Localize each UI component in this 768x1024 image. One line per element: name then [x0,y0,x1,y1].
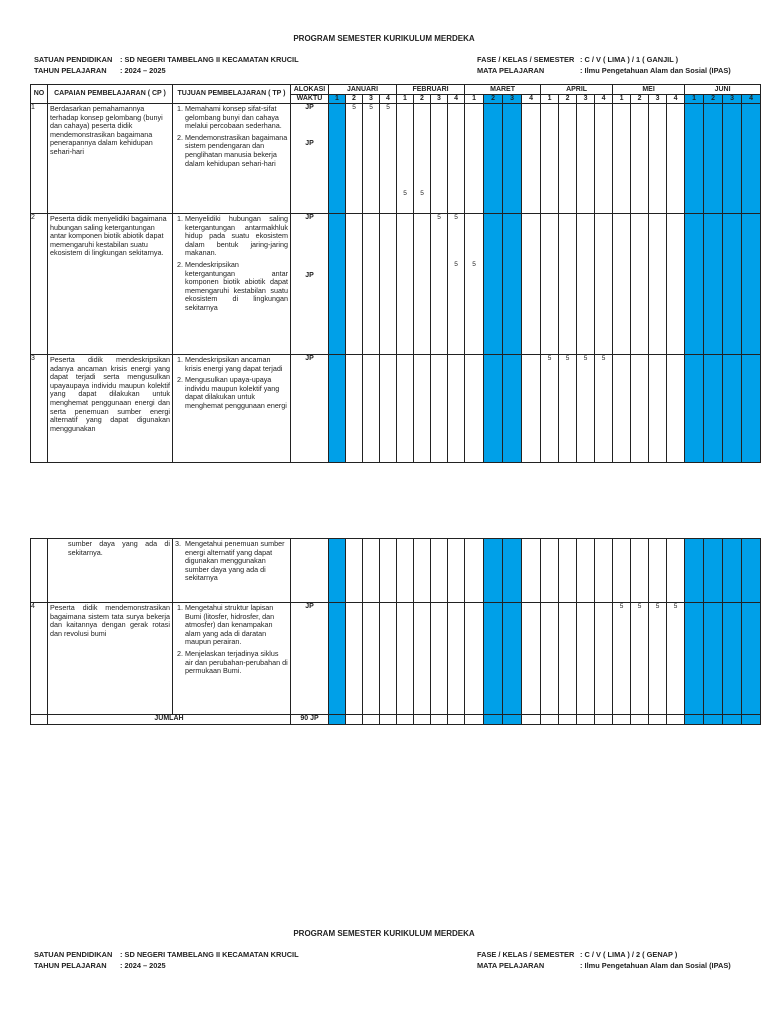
cp-cell [48,539,173,603]
mapel-value: : Ilmu Pengetahuan Alam dan Sosial (IPAS) [580,66,731,75]
week-cell [329,539,346,603]
alokasi-cell [291,355,329,463]
week-cell [522,355,541,463]
schedule-table-part-2 [30,538,761,725]
week-cell [329,214,346,355]
jp-value: 5 [472,261,476,268]
month-juni: JUNI [685,85,761,95]
week-cell [631,539,649,603]
tp-list [173,214,290,313]
week-cell [742,214,761,355]
fase-label: FASE / KELAS / SEMESTER [477,950,575,959]
week-cell [380,603,397,715]
week-cell [329,603,346,715]
tp-item: 1. Memahami konsep sifat-sifat gelombang bunyi dan cahaya melalui percobaan sederhana. [185,105,288,131]
week-cell [649,715,667,725]
week-cell [595,355,613,463]
cp-text: Peserta didik mendemonstrasikan bagaimana sistem tata surya bekerja dan kaitannya dengan gerak rotasi dan revolusi bumi [50,603,170,638]
week-cell [346,603,363,715]
week-cell [649,214,667,355]
week-cell [704,539,723,603]
week-num: 3 [431,95,448,104]
mapel-row-2 [477,961,731,970]
week-cell [541,355,559,463]
week-cell [649,603,667,715]
week-cell [685,355,704,463]
week-num: 3 [723,95,742,104]
satuan-row-2 [34,950,299,959]
week-num: 2 [704,95,723,104]
week-num: 4 [742,95,761,104]
satuan-value: : SD NEGERI TAMBELANG II KECAMATAN KRUCIL [120,950,299,959]
week-cell [559,104,577,214]
week-cell [503,214,522,355]
week-cell [414,214,431,355]
jp-value: 5 [369,104,373,111]
week-cell [397,214,414,355]
jp-value: 5 [547,355,552,362]
week-num: 3 [363,95,380,104]
total-value: 90 JP [291,715,329,725]
week-cell [742,603,761,715]
week-cell [723,214,742,355]
cp-text: Berdasarkan pemahamannya terhadap konsep gelombang (bunyi dan cahaya) peserta didik mendemonstrasikan bagaimana penerapannya dalam kehidupan sehari-hari [50,104,163,156]
jp-label: JP [305,214,314,221]
week-cell [685,214,704,355]
week-num: 2 [631,95,649,104]
week-cell [613,214,631,355]
week-cell [559,355,577,463]
week-cell [595,603,613,715]
week-cell [484,355,503,463]
week-cell [431,355,448,463]
week-cell [667,355,685,463]
tahun-label: TAHUN PELAJARAN [34,961,107,970]
alokasi-cell [291,104,329,214]
header-tp: TUJUAN PEMBELAJARAN ( TP ) [173,85,291,104]
jp-value: 5 [454,214,458,221]
week-cell [577,715,595,725]
week-num: 1 [685,95,704,104]
week-cell [414,715,431,725]
jp-value: 5 [583,355,588,362]
tp-item: 1. Mengetahui struktur lapisan Bumi (litosfer, hidrosfer, dan atmosfer) dan kenampakan alam yang ada di daratan maupun perairan. [185,604,288,647]
tp-cell [173,355,291,463]
week-cell [613,603,631,715]
week-cell [448,603,465,715]
week-cell [503,539,522,603]
jp-label: JP [305,355,314,362]
week-cell [631,355,649,463]
week-cell [541,715,559,725]
fase-row-2 [477,950,678,959]
week-num: 3 [503,95,522,104]
week-num: 2 [414,95,431,104]
jp-label: JP [305,140,314,147]
week-cell [397,539,414,603]
month-februari: FEBRUARI [397,85,465,95]
header-waktu: WAKTU [291,95,329,104]
tp-list [173,104,290,168]
week-cell [595,214,613,355]
month-maret: MARET [465,85,541,95]
satuan-label: SATUAN PENDIDIKAN [34,950,113,959]
satuan-value: : SD NEGERI TAMBELANG II KECAMATAN KRUCIL [120,55,299,64]
satuan-label: SATUAN PENDIDIKAN [34,55,113,64]
week-cell [448,355,465,463]
week-cell [503,355,522,463]
mapel-label: MATA PELAJARAN [477,66,545,75]
jp-value: 5 [637,603,642,610]
week-cell [577,214,595,355]
week-cell [380,539,397,603]
jp-value: 5 [352,104,356,111]
tp-item: Mengetahui penemuan sumber energi alternatif yang dapat digunakan menggunakan sumber daya yang ada di sekitarnya [185,539,285,583]
week-cell [667,214,685,355]
week-cell [363,355,380,463]
week-cell [414,355,431,463]
week-num: 1 [465,95,484,104]
tp-item: 2. Mengusulkan upaya-upaya individu maupun kolektif yang dapat dilakukan untuk menghemat penggunaan energi [185,376,288,410]
cp-cell [48,355,173,463]
week-cell [577,603,595,715]
week-num: 1 [329,95,346,104]
week-cell [448,715,465,725]
week-cell [613,104,631,214]
tp-cell [173,603,291,715]
tahun-label: TAHUN PELAJARAN [34,66,107,75]
week-num: 4 [380,95,397,104]
tahun-value: : 2024 – 2025 [120,66,166,75]
table-row [31,214,761,355]
week-cell [595,104,613,214]
week-cell [559,539,577,603]
week-cell [363,603,380,715]
tahun-value: : 2024 – 2025 [120,961,166,970]
tp-item: 1. Mendeskripsikan ancaman krisis energi yang dapat terjadi [185,356,288,373]
week-cell [431,539,448,603]
mapel-value: : Ilmu Pengetahuan Alam dan Sosial (IPAS) [580,961,731,970]
week-cell [541,603,559,715]
week-cell [346,214,363,355]
tp-item: 2. Mendemonstrasikan bagaimana sistem pendengaran dan penglihatan manusia bekerja dalam kehidupan sehari-hari [185,134,288,168]
page-title-2: PROGRAM SEMESTER KURIKULUM MERDEKA [293,929,475,938]
fase-value: : C / V ( LIMA ) / 1 ( GANJIL ) [580,55,679,64]
jp-value: 5 [619,603,624,610]
cp-text: Peserta didik menyelidiki bagaimana hubungan saling ketergantungan antar komponen biotik abiotik dapat memengaruhi kestabilan suatu ekosistem di lingkungan sekitarnya. [50,214,167,258]
week-num: 1 [613,95,631,104]
week-cell [465,355,484,463]
week-cell [559,214,577,355]
week-cell [363,539,380,603]
fase-row [477,55,679,64]
cp-cell [48,104,173,214]
week-cell [577,104,595,214]
week-cell [380,214,397,355]
tahun-row [34,66,166,75]
week-cell [613,355,631,463]
week-cell [329,355,346,463]
week-cell [595,715,613,725]
jp-value: 5 [403,190,407,197]
week-cell [613,539,631,603]
week-cell [503,104,522,214]
week-num: 3 [649,95,667,104]
jp-label: JP [305,104,314,111]
fase-value: : C / V ( LIMA ) / 2 ( GENAP ) [580,950,678,959]
row-number [31,539,48,603]
row-number: 4 [31,603,48,715]
week-cell [631,715,649,725]
week-cell [465,715,484,725]
week-cell [649,104,667,214]
header-no: NO [31,85,48,104]
week-cell [329,715,346,725]
cp-cell [48,214,173,355]
jp-label: JP [305,603,314,610]
week-cell [595,539,613,603]
week-cell [346,539,363,603]
tahun-row-2 [34,961,166,970]
week-num: 1 [397,95,414,104]
week-cell [559,715,577,725]
cp-text: sumber daya yang ada di sekitarnya. [68,539,170,557]
week-cell [431,104,448,214]
week-cell [631,214,649,355]
table-row [31,603,761,715]
week-cell [522,603,541,715]
header-alokasi: ALOKASI [291,85,329,95]
week-cell [363,214,380,355]
total-spacer [31,715,48,725]
week-cell [380,715,397,725]
week-num: 4 [667,95,685,104]
week-cell [667,104,685,214]
week-cell [522,539,541,603]
week-cell [484,603,503,715]
satuan-row [34,55,299,64]
week-cell [397,603,414,715]
week-cell [742,355,761,463]
week-num: 4 [595,95,613,104]
week-cell [465,603,484,715]
mapel-row [477,66,731,75]
week-cell [397,355,414,463]
week-cell [397,104,414,214]
tp-item: 1. Menyelidiki hubungan saling ketergantungan antarmakhluk hidup pada suatu ekosistem dalam bentuk jaring-jaring makanan. [185,215,288,258]
week-cell [484,539,503,603]
table-row [31,104,761,214]
page-title: PROGRAM SEMESTER KURIKULUM MERDEKA [293,34,475,43]
row-number: 1 [31,104,48,214]
week-cell [685,104,704,214]
week-cell [346,355,363,463]
week-cell [448,104,465,214]
jp-value: 5 [565,355,570,362]
week-cell [363,104,380,214]
tp-item: 2. Menjelaskan terjadinya siklus air dan perubahan-perubahan di permukaan Bumi. [185,650,288,676]
tp-cell [173,214,291,355]
table-row [31,539,761,603]
month-april: APRIL [541,85,613,95]
tp-list [173,355,290,411]
week-cell [577,539,595,603]
week-cell [723,603,742,715]
month-mei: MEI [613,85,685,95]
week-cell [380,104,397,214]
week-cell [631,104,649,214]
row-number: 3 [31,355,48,463]
total-label: JUMLAH [48,715,291,725]
week-num: 4 [448,95,465,104]
week-cell [742,104,761,214]
jp-value: 5 [655,603,660,610]
week-cell [448,539,465,603]
week-cell [465,214,484,355]
week-cell [685,603,704,715]
total-row [31,715,761,725]
tp-cell [173,539,291,603]
header-cp: CAPAIAN PEMBELAJARAN ( CP ) [48,85,173,104]
week-cell [522,715,541,725]
week-cell [465,539,484,603]
jp-value: 5 [673,603,678,610]
week-cell [667,539,685,603]
week-cell [448,214,465,355]
cp-cell [48,603,173,715]
week-cell [631,603,649,715]
cp-text: Peserta didik mendeskripsikan adanya ancaman krisis energi yang dapat terjadi serta mengusulkan upayaupaya individu maupun kolektif yang dapat dilakukan untuk menghemat penggunaan energi dan serta penemuan sumber energi alternatif yang dapat digunakan menggunakan [50,355,170,433]
week-cell [613,715,631,725]
week-cell [484,104,503,214]
week-cell [723,104,742,214]
week-cell [484,214,503,355]
week-cell [649,539,667,603]
week-cell [329,104,346,214]
month-januari: JANUARI [329,85,397,95]
week-cell [522,214,541,355]
alokasi-cell [291,214,329,355]
week-cell [414,603,431,715]
week-cell [742,539,761,603]
week-cell [484,715,503,725]
week-cell [503,715,522,725]
week-cell [346,715,363,725]
row-number: 2 [31,214,48,355]
week-cell [723,539,742,603]
week-cell [704,603,723,715]
week-cell [723,715,742,725]
week-cell [414,104,431,214]
week-cell [577,355,595,463]
week-cell [649,355,667,463]
week-cell [704,104,723,214]
week-cell [559,603,577,715]
week-num: 4 [522,95,541,104]
jp-value: 5 [420,190,424,197]
week-num: 2 [484,95,503,104]
week-cell [685,539,704,603]
jp-value: 5 [454,261,458,268]
schedule-table-part-1 [30,84,761,463]
week-cell [380,355,397,463]
jp-value: 5 [437,214,441,221]
week-cell [431,214,448,355]
jp-value: 5 [601,355,606,362]
tp-item: 2. Mendeskripsikan ketergantungan antar komponen biotik abiotik dapat memengaruhi kestabilan suatu ekosistem di lingkungan sekitarnya [185,261,288,313]
tp-cell [173,104,291,214]
week-cell [522,104,541,214]
mapel-label: MATA PELAJARAN [477,961,545,970]
alokasi-cell [291,539,329,603]
week-cell [363,715,380,725]
week-cell [431,603,448,715]
week-cell [667,715,685,725]
week-cell [541,104,559,214]
week-num: 1 [541,95,559,104]
week-cell [465,104,484,214]
week-num: 2 [346,95,363,104]
week-cell [667,603,685,715]
jp-value: 5 [386,104,390,111]
week-cell [431,715,448,725]
week-cell [723,355,742,463]
week-cell [397,715,414,725]
fase-label: FASE / KELAS / SEMESTER [477,55,575,64]
week-cell [541,539,559,603]
tp-number: 3. [175,539,181,548]
week-cell [685,715,704,725]
week-cell [704,355,723,463]
week-cell [541,214,559,355]
alokasi-cell [291,603,329,715]
week-cell [704,715,723,725]
tp-list [173,603,290,676]
jp-label: JP [305,272,314,279]
week-cell [503,603,522,715]
week-cell [346,104,363,214]
tp-item-wrap [173,539,290,584]
week-cell [414,539,431,603]
week-cell [742,715,761,725]
week-cell [704,214,723,355]
table-row [31,355,761,463]
week-num: 3 [577,95,595,104]
week-num: 2 [559,95,577,104]
